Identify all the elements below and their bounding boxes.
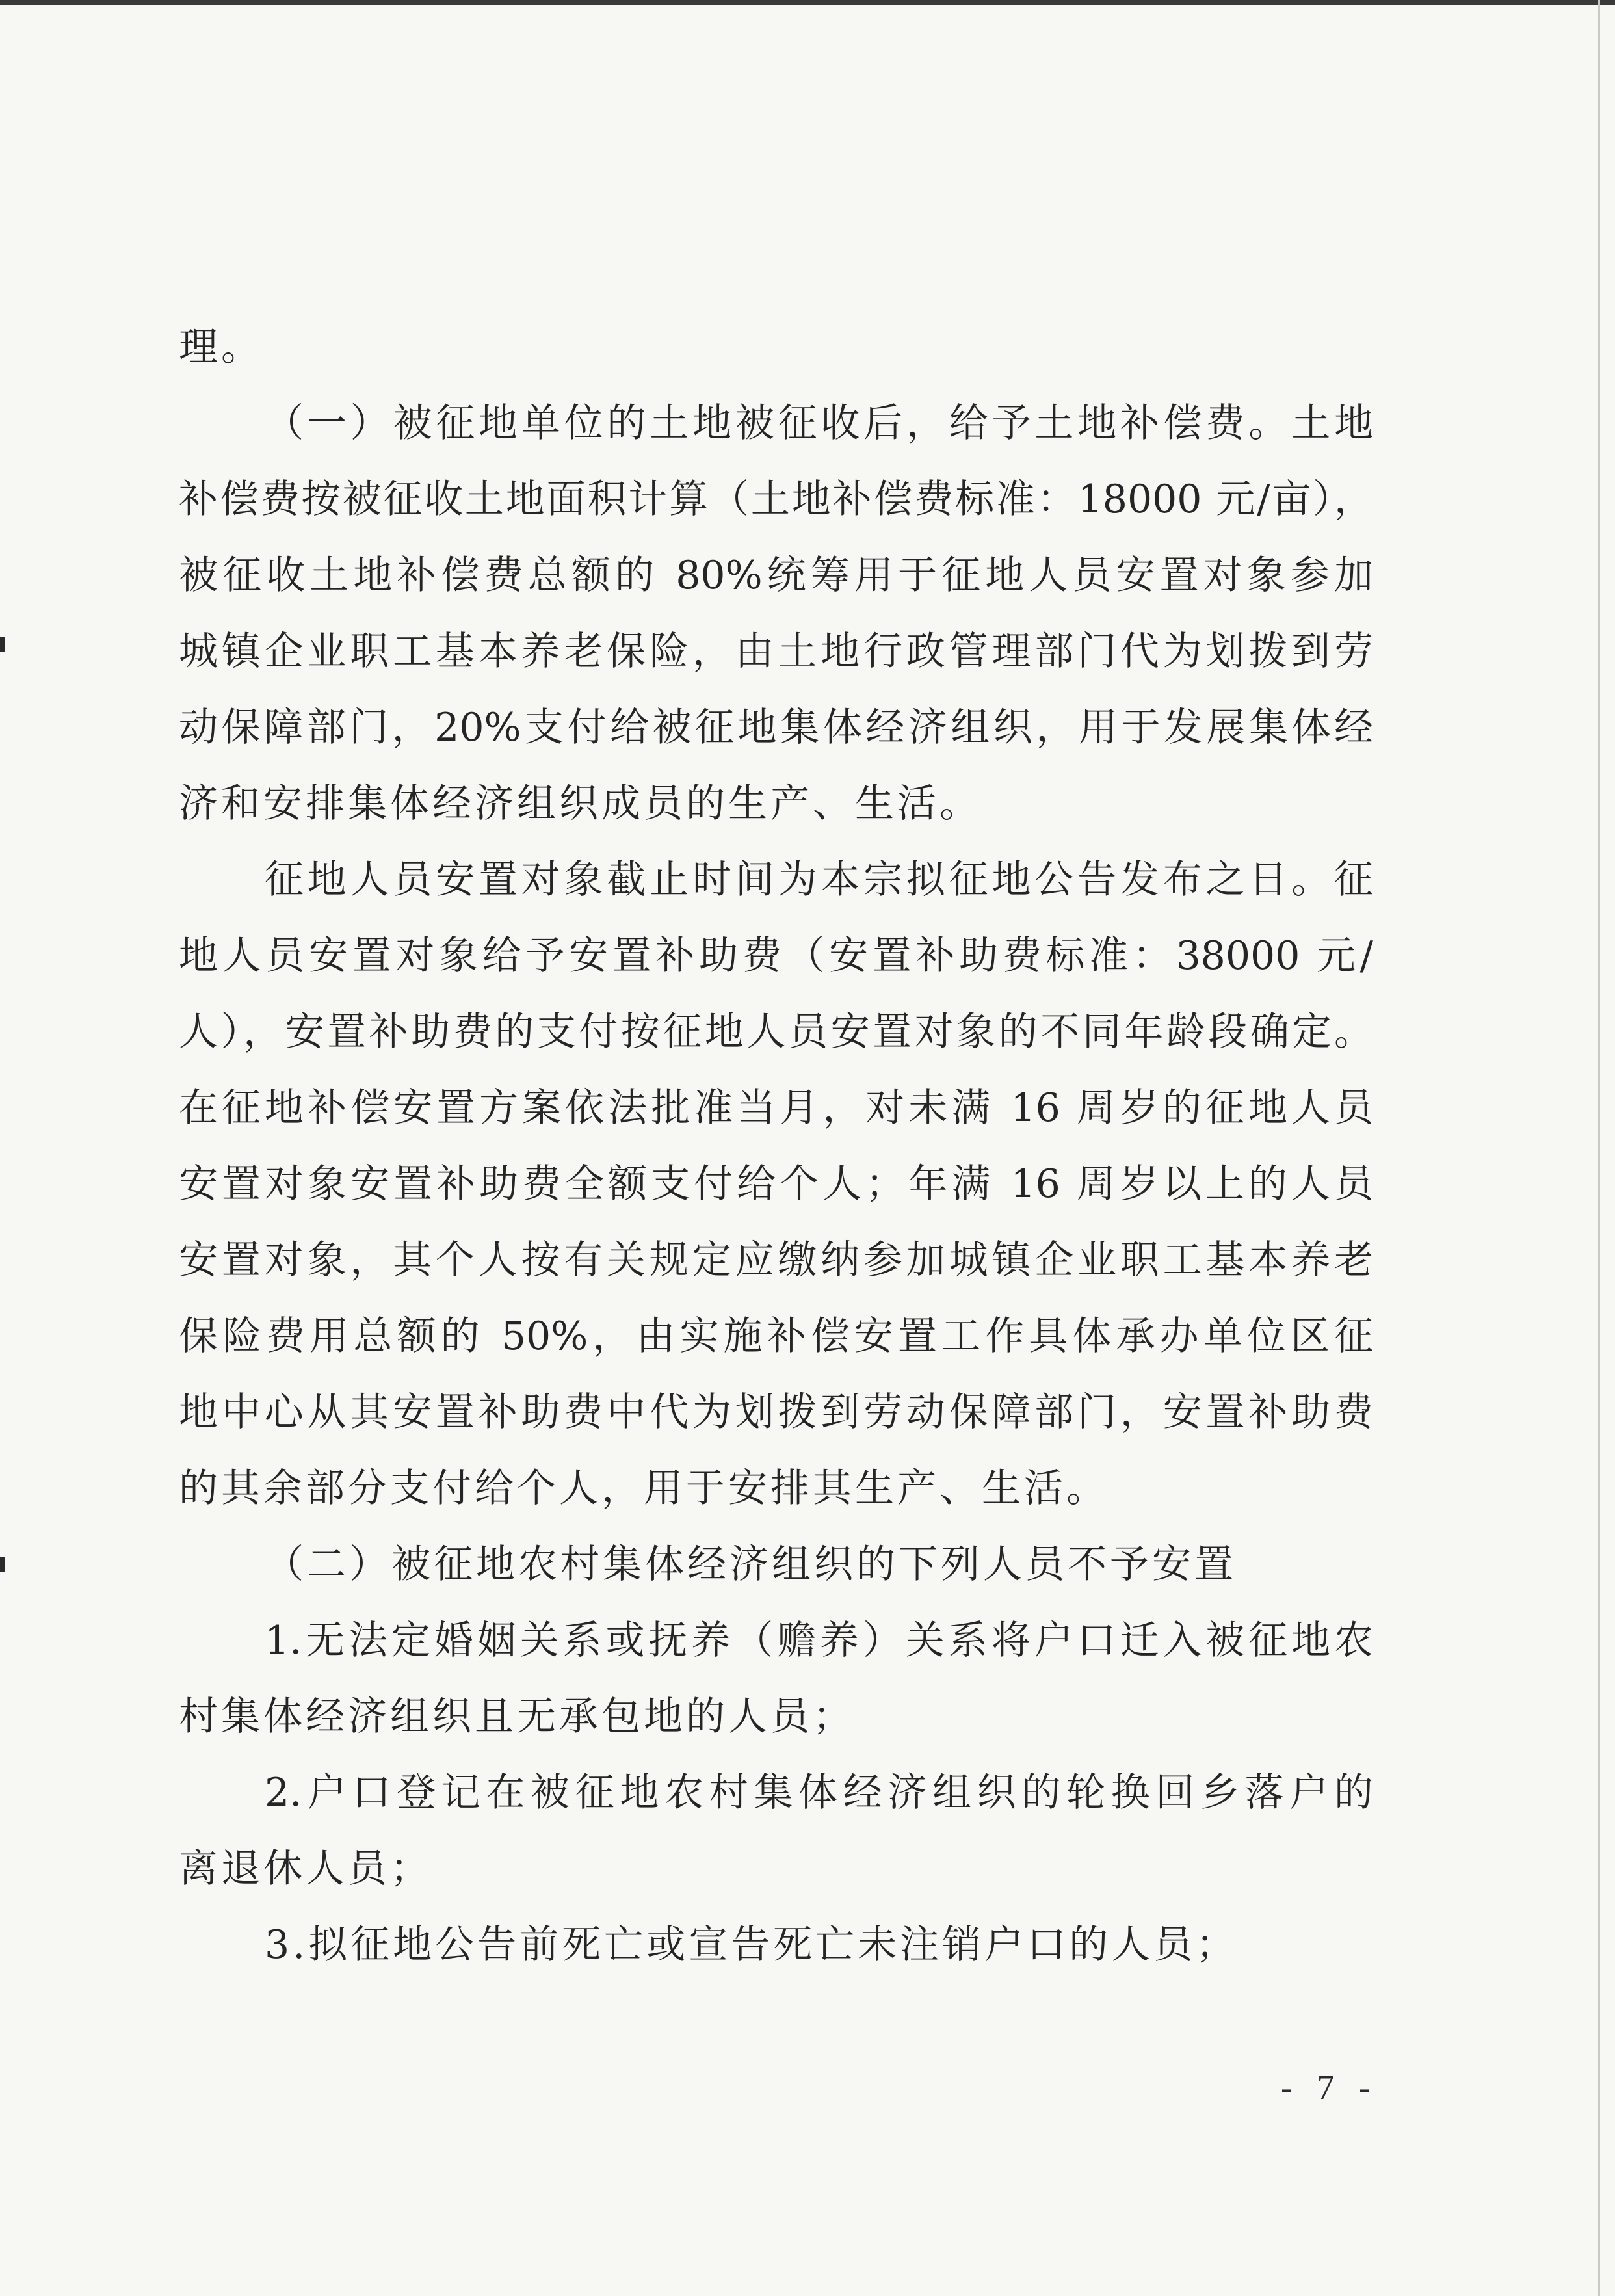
paragraph-resettlement-subsidy — [179, 842, 1373, 1527]
text-line: 动保障部门，20%支付给被征地集体经济组织，用于发展集体经 — [179, 705, 1373, 750]
text-line: 安置对象，其个人按有关规定应缴纳参加城镇企业职工基本养老 — [179, 1237, 1373, 1283]
scan-right-edge — [1598, 0, 1600, 2296]
text-line: 城镇企业职工基本养老保险，由土地行政管理部门代为划拨到劳 — [179, 629, 1373, 674]
text-line: 1.无法定婚姻关系或抚养（赡养）关系将户口迁入被征地农 — [265, 1618, 1373, 1663]
paragraph-land-compensation — [179, 386, 1373, 842]
text-line: 3.拟征地公告前死亡或宣告死亡未注销户口的人员； — [265, 1922, 1239, 1968]
text-line: 保险费用总额的 50%，由实施补偿安置工作具体承办单位区征 — [179, 1313, 1373, 1359]
text-line: 被征收土地补偿费总额的 80%统筹用于征地人员安置对象参加 — [179, 553, 1373, 598]
paragraph-section-heading — [179, 1527, 1373, 1603]
text-line: 理。 — [179, 324, 263, 370]
text-line: 地中心从其安置补助费中代为划拨到劳动保障部门，安置补助费 — [179, 1390, 1373, 1435]
text-line: 2.户口登记在被征地农村集体经济组织的轮换回乡落户的 — [265, 1770, 1373, 1815]
list-item-2 — [179, 1755, 1373, 1907]
paragraph-continuation — [179, 310, 1373, 386]
text-line: 济和安排集体经济组织成员的生产、生活。 — [179, 781, 982, 826]
text-line: 征地人员安置对象截止时间为本宗拟征地公告发布之日。征 — [265, 857, 1373, 903]
text-line: 的其余部分支付给个人，用于安排其生产、生活。 — [179, 1466, 1109, 1511]
page-number: - 7 - — [1281, 2068, 1378, 2107]
text-line: 安置对象安置补助费全额支付给个人；年满 16 周岁以上的人员 — [179, 1161, 1373, 1207]
text-line: 村集体经济组织且无承包地的人员； — [179, 1694, 855, 1739]
scan-top-edge — [0, 0, 1615, 5]
text-line: 地人员安置对象给予安置补助费（安置补助费标准：38000 元/ — [179, 933, 1373, 979]
list-item-1 — [179, 1603, 1373, 1755]
text-line: （一）被征地单位的土地被征收后，给予土地补偿费。土地 — [265, 401, 1373, 446]
list-item-3 — [179, 1907, 1373, 1983]
body-text — [179, 310, 1373, 1983]
scan-mark — [0, 1557, 5, 1572]
text-line: 在征地补偿安置方案依法批准当月，对未满 16 周岁的征地人员 — [179, 1085, 1373, 1131]
scan-mark — [0, 637, 5, 652]
text-line: 离退休人员； — [179, 1846, 432, 1892]
text-line: 人），安置补助费的支付按征地人员安置对象的不同年龄段确定。 — [179, 1009, 1373, 1055]
text-line: （二）被征地农村集体经济组织的下列人员不予安置 — [265, 1542, 1237, 1587]
text-line: 补偿费按被征收土地面积计算（土地补偿费标准：18000 元/亩）， — [179, 477, 1373, 522]
